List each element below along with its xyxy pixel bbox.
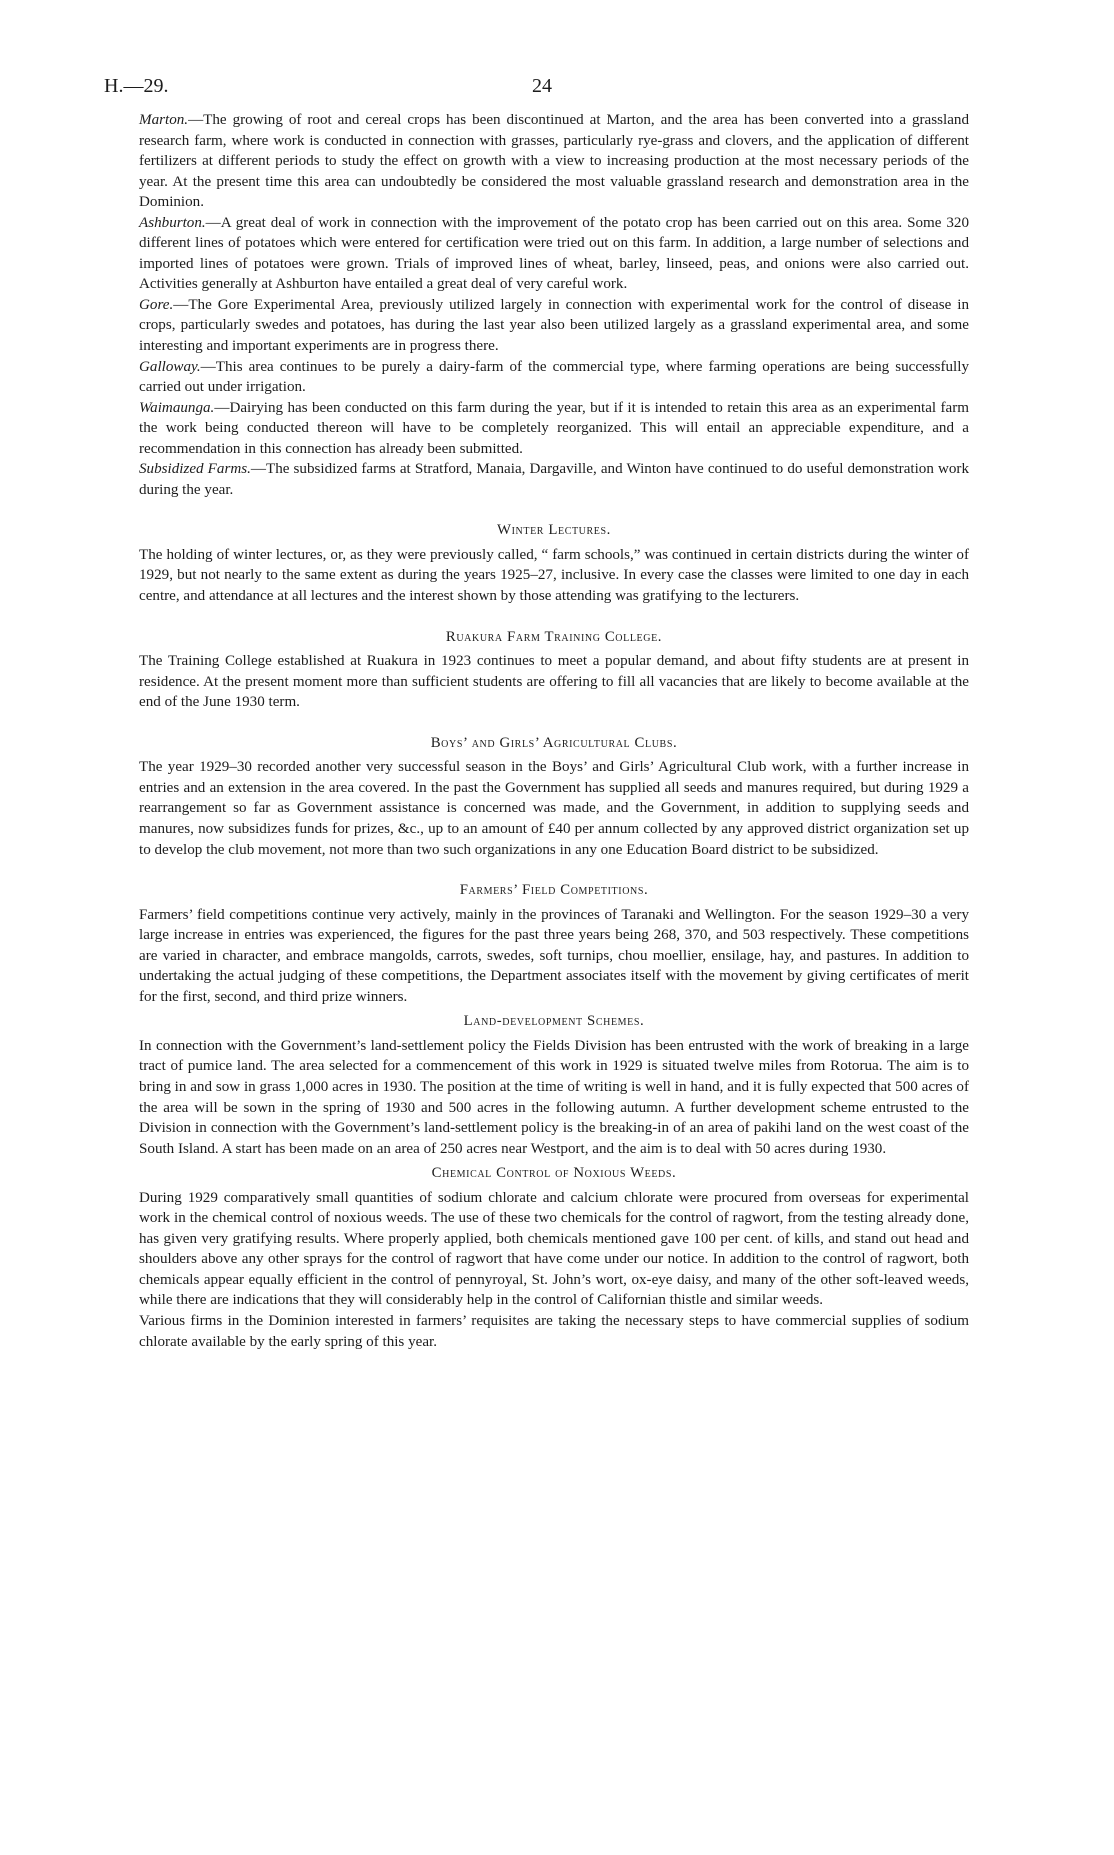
- page-number: 24: [532, 75, 552, 97]
- paragraph-lead: Gore.: [139, 296, 174, 313]
- paragraph-text: —A great deal of work in connection with the improvement of the potato crop has been carried out on this area. Some 320 different lines of potatoes which were entered for certification were tried out on this farm. In addition, a large number of selections and imported lines of potatoes were grown. Trials of improved lines of wheat, barley, linseed, peas, and onions were also carried out. Activities generally at Ashburton have entailed a great deal of very careful work.: [139, 214, 969, 293]
- paragraph-subsidized-farms: [139, 459, 969, 500]
- paragraph-text: —This area continues to be purely a dairy-farm of the commercial type, where farming operations are being successfully carried out under irrigation.: [139, 358, 969, 396]
- paragraph-gore: [139, 295, 969, 357]
- section-heading-ruakura: Ruakura Farm Training College.: [445, 628, 663, 645]
- paragraph-lead: Marton.: [139, 112, 189, 128]
- paragraph-ashburton: [139, 213, 969, 295]
- section-heading-noxious-weeds: Chemical Control of Noxious Weeds.: [431, 1165, 677, 1182]
- paragraph-ruakura: The Training College established at Ruakura in 1923 continues to meet a popular demand, and about fifty students are at present in residence. At the present moment more than sufficient students are offering to fill all vacancies that are likely to become available at the end of the June 1930 term.: [139, 653, 969, 711]
- paragraph-field-competitions: Farmers’ field competitions continue very actively, mainly in the provinces of Taranaki and Wellington. For the season 1929–30 a very large increase in entries was experienced, the figures for the past three years being 268, 370, and 503 respectively. These competitions are varied in character, and embrace mangolds, carrots, swedes, soft turnips, chou moellier, ensilage, hay, and pastures. In addition to undertaking the actual judging of these competitions, the Department associates itself with the movement by giving certificates of merit for the first, second, and third prize winners.: [139, 906, 969, 1005]
- page-header: [104, 75, 1004, 101]
- report-reference: H.—29.: [104, 75, 169, 97]
- paragraph-clubs: The year 1929–30 recorded another very successful season in the Boys’ and Girls’ Agricultural Club work, with a further increase in entries and an extension in the area covered. In the past the Government has supplied all seeds and manures required, but during 1929 a rearrangement so far as Government assistance is concerned was made, and the Government, in addition to supplying seeds and manures, now subsidizes funds for prizes, &c., up to an amount of £40 per annum collected by any approved district organization set up to develop the club movement, not more than two such organizations in any one Education Board district to be subsidized.: [139, 759, 969, 858]
- section-heading-winter-lectures: Winter Lectures.: [497, 522, 611, 539]
- paragraph-waimaunga: [139, 398, 969, 460]
- section-heading-field-competitions: Farmers’ Field Competitions.: [459, 882, 649, 899]
- paragraph-winter-lectures: The holding of winter lectures, or, as they were previously called, “ farm schools,” was continued in certain districts during the winter of 1929, but not nearly to the same extent as during the years 1925–27, inclusive. In every case the classes were limited to one day in each centre, and attendance at all lectures and the interest shown by those attending was gratifying to the lecturers.: [139, 546, 969, 605]
- paragraph-galloway: [139, 357, 969, 398]
- paragraph-noxious-weeds: During 1929 comparatively small quantities of sodium chlorate and calcium chlorate were procured from overseas for experimental work in the chemical control of noxious weeds. The use of these two chemicals for the control of ragwort, from the testing already done, has given very gratifying results. Where properly applied, both chemicals mentioned gave 100 per cent. of kills, and stand out head and shoulders above any other sprays for the control of ragwort that have come under our notice. In addition to the control of ragwort, both chemicals appear equally efficient in the control of pennyroyal, St. John’s wort, ox-eye daisy, and many of the other soft-leaved weeds, while there are indications that they will considerably help in the control of Californian thistle and similar weeds.: [139, 1189, 969, 1309]
- paragraph-lead: Subsidized Farms.: [139, 461, 251, 478]
- paragraph-lead: Ashburton.: [139, 214, 206, 231]
- paragraph-text: —The Gore Experimental Area, previously utilized largely in connection with experimental work for the control of disease in crops, particularly swedes and potatoes, has during the last year also been utilized largely as a grassland experimental area, and some interesting and important experiments are in progress there.: [139, 296, 969, 355]
- paragraph-text: —The subsidized farms at Stratford, Manaia, Dargaville, and Winton have continued to do useful demonstration work during the year.: [139, 461, 969, 498]
- paragraph-text: —Dairying has been conducted on this farm during the year, but if it is intended to retain this area as an experimental farm the work being conducted thereon will have to be completely reorganized. This will entail an appreciable expenditure, and a recommendation in this connection has already been submitted.: [139, 399, 969, 457]
- paragraph-land-development: In connection with the Government’s land-settlement policy the Fields Division has been entrusted with the work of breaking in a large tract of pumice land. The area selected for a commencement of this work in 1929 is situated twelve miles from Rotorua. The aim is to bring in and sow in grass 1,000 acres in 1930. The position at the time of writing is well in hand, and it is fully expected that 500 acres of the area will be sown in the spring of 1930 and 500 acres in the following autumn. A further development scheme entrusted to the Division in connection with the Government’s land-settlement policy is the breaking-in of an area of pakihi land on the west coast of the South Island. A start has been made on an area of 250 acres near Westport, and the aim is to deal with 50 acres during 1930.: [139, 1037, 969, 1157]
- paragraph-lead: Waimaunga.: [139, 399, 215, 416]
- paragraph-text: —The growing of root and cereal crops has been discontinued at Marton, and the area has been converted into a grassland research farm, where work is conducted in connection with grasses, particularly rye-grass and clovers, and the application of different fertilizers at different periods to study the effect on growth with a view to increasing production at the most necessary periods of the year. At the present time this area can undoubtedly be considered the most valuable grassland research and demonstration area in the Dominion.: [139, 112, 969, 211]
- paragraph-marton: [139, 110, 969, 213]
- paragraph-noxious-weeds-suppliers: Various firms in the Dominion interested in farmers’ requisites are taking the necessary steps to have commercial supplies of sodium chlorate available by the early spring of this year.: [139, 1312, 969, 1350]
- section-heading-land-development: Land-development Schemes.: [463, 1013, 645, 1030]
- section-heading-clubs: Boys’ and Girls’ Agricultural Clubs.: [430, 734, 678, 751]
- paragraph-lead: Galloway.: [139, 358, 201, 375]
- page-body: [139, 110, 969, 1352]
